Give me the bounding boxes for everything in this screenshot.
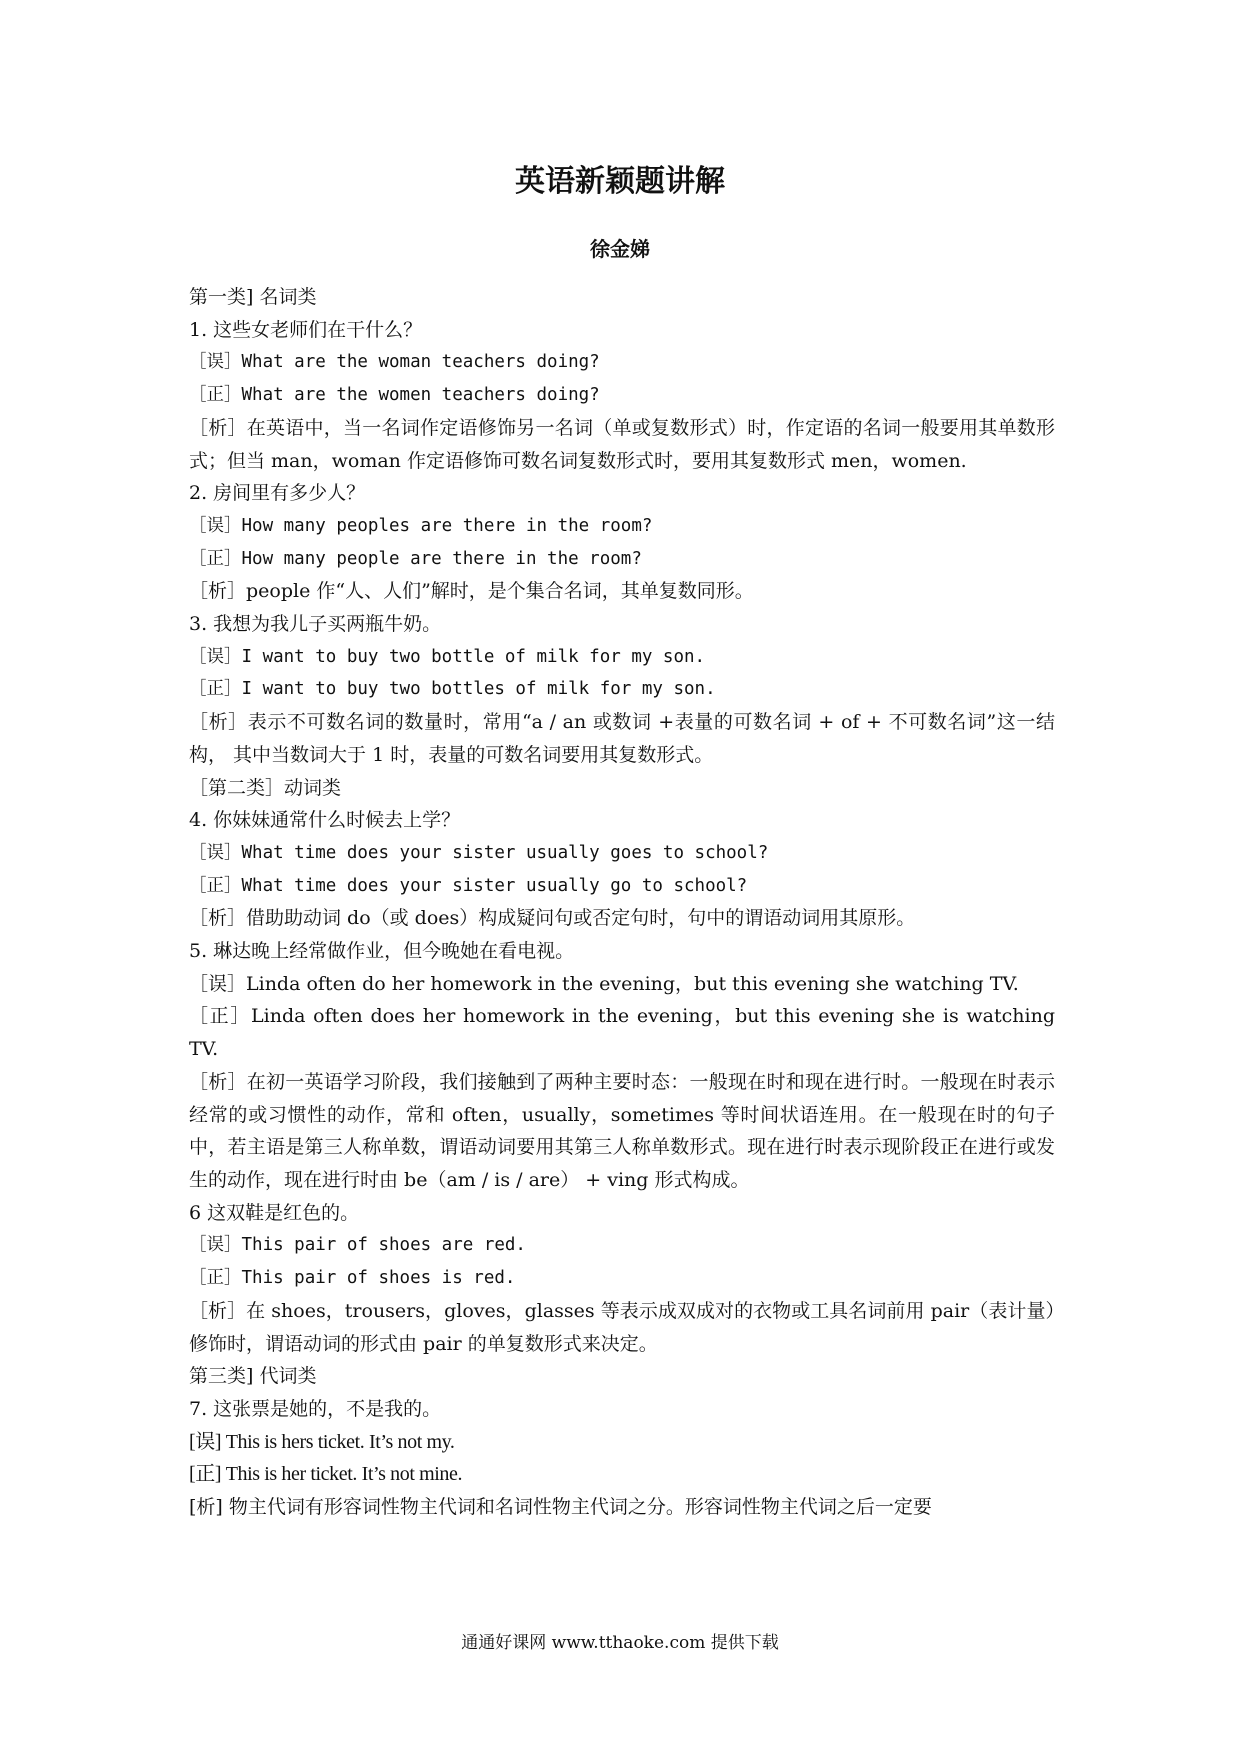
section-heading: 第一类] 名词类 <box>189 286 317 308</box>
question-line: 3. 我想为我儿子买两瓶牛奶。 <box>189 613 442 636</box>
question-line: 4. 你妹妹通常什么时候去上学？ <box>189 809 461 832</box>
wrong-sentence: ［误］This pair of shoes are red. <box>189 1235 526 1256</box>
analysis-paragraph: ［析］在 shoes，trousers，gloves，glasses 等表示成双成对的衣物或工具名词前用 pair（表计量）修饰时，谓语动词的形式由 pair 的单复数形式来决定。 <box>189 1299 1055 1355</box>
correct-sentence: ［正］What are the women teachers doing? <box>189 385 600 406</box>
question-line: 6 这双鞋是红色的。 <box>189 1201 360 1224</box>
correct-sentence: ［正］Linda often does her homework in the evening，but this evening she is watching TV. <box>189 1005 1055 1061</box>
wrong-sentence: ［误］What are the woman teachers doing? <box>189 352 600 373</box>
author-name: 徐金娣 <box>590 237 650 261</box>
analysis-paragraph: ［析］借助助动词 do（或 does）构成疑问句或否定句时，句中的谓语动词用其原形。 <box>189 907 916 930</box>
question-line: 2. 房间里有多少人？ <box>189 482 366 505</box>
correct-sentence: ［正］What time does your sister usually go to school? <box>189 875 748 896</box>
analysis-paragraph: ［析］在英语中，当一名词作定语修饰另一名词（单或复数形式）时，作定语的名词一般要用其单数形式；但当 man，woman 作定语修饰可数名词复数形式时，要用其复数形式 men，women. <box>189 416 1055 472</box>
page-footer: 通通好课网 www.tthaoke.com 提供下载 <box>461 1633 779 1653</box>
document-body <box>189 281 1055 1524</box>
wrong-sentence: ［误］I want to buy two bottle of milk for my son. <box>189 646 706 667</box>
document-title: 英语新颖题讲解 <box>515 164 725 199</box>
question-line: 1. 这些女老师们在干什么？ <box>189 318 423 341</box>
wrong-sentence: [误] This is hers ticket. It’s not my. <box>189 1430 455 1453</box>
analysis-paragraph: ［析］表示不可数名词的数量时，常用“a / an 或数词 +表量的可数名词 + of + 不可数名词”这一结构， 其中当数词大于 1 时，表量的可数名词要用其复数形式。 <box>189 711 1055 766</box>
correct-sentence: ［正］This pair of shoes is red. <box>189 1268 516 1289</box>
wrong-sentence: ［误］Linda often do her homework in the evening，but this evening she watching TV. <box>189 972 1019 995</box>
correct-sentence: [正] This is her ticket. It’s not mine. <box>189 1463 463 1486</box>
correct-sentence: ［正］How many people are there in the room? <box>189 548 642 569</box>
analysis-paragraph: [析] 物主代词有形容词性物主代词和名词性物主代词之分。形容词性物主代词之后一定要 <box>189 1496 932 1519</box>
section-heading: ［第二类］动词类 <box>189 776 342 799</box>
wrong-sentence: ［误］How many peoples are there in the room? <box>189 515 653 536</box>
section-heading: 第三类] 代词类 <box>189 1365 317 1388</box>
question-line: 5. 琳达晚上经常做作业，但今晚她在看电视。 <box>189 940 575 963</box>
analysis-paragraph: ［析］在初一英语学习阶段，我们接触到了两种主要时态：一般现在时和现在进行时。一般现在时表示经常的或习惯性的动作，常和 often，usually，sometimes 等时间状语连用。在一般现在时的句子中，若主语是第三人称单数，谓语动词要用其第三人称单数形式。现在进行时表示现阶段正在进行或发生的动作，现在进行时由 be（am / is / are） + ving 形式构成。 <box>189 1070 1055 1191</box>
wrong-sentence: ［误］What time does your sister usually goes to school? <box>189 842 769 863</box>
analysis-paragraph: ［析］people 作“人、人们”解时，是个集合名词，其单复数同形。 <box>189 580 754 603</box>
correct-sentence: ［正］I want to buy two bottles of milk for my son. <box>189 679 716 700</box>
question-line: 7. 这张票是她的，不是我的。 <box>189 1397 442 1420</box>
